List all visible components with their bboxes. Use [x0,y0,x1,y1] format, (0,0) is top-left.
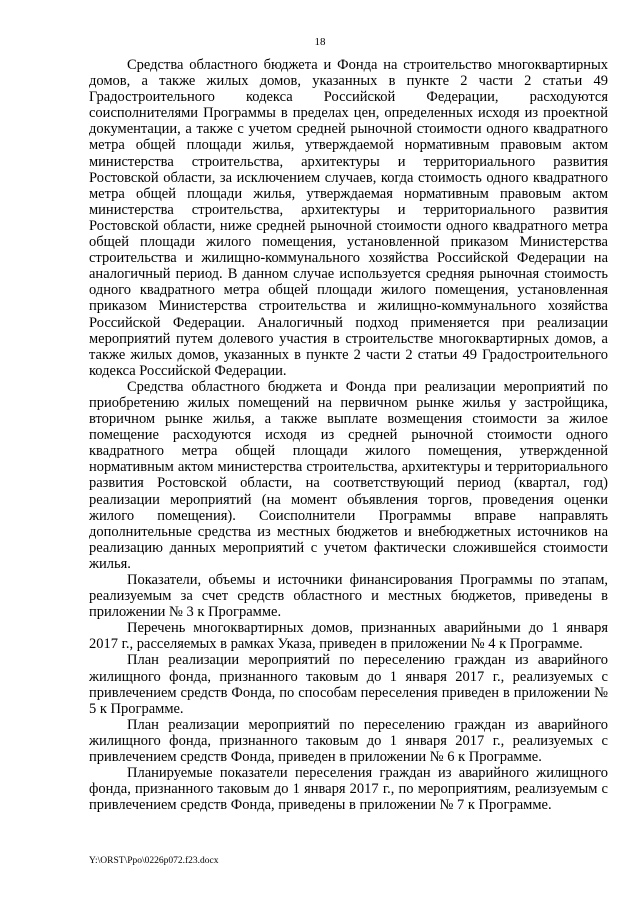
paragraph-planned-indicators: Планируемые показатели переселения граждан из аварийного жилищного фонда, признанного таковым до 1 января 2017 г., по мероприятиям, реализуемым с привлечением средств Фонда, приведены в приложении № 7 к Программе. [89,765,608,814]
paragraph-resettlement-plan-fund: План реализации мероприятий по переселению граждан из аварийного жилищного фонда, признанного таковым до 1 января 2017 г., реализуемых с привлечением средств Фонда, приведен в приложении № 6 к Программе. [89,716,608,766]
paragraph-resettlement-plan-methods: План реализации мероприятий по переселению граждан из аварийного жилищного фонда, признанного таковым до 1 января 2017 г., реализуемых с привлечением средств Фонда, по способам переселения приведен в приложении № 5 к Программе. [89,652,608,717]
document-body [89,57,608,813]
paragraph-emergency-houses-list: Перечень многоквартирных домов, признанных аварийными до 1 января 2017 г., расселяемых в рамках Указа, приведен в приложении № 4 к Программе. [89,620,608,653]
page-number: 18 [314,36,326,48]
paragraph-financing-indicators: Показатели, объемы и источники финансирования Программы по этапам, реализуемым за счет средств областного и местных бюджетов, приведены в приложении № 3 к Программе. [89,572,608,621]
paragraph-housing-acquisition-funds: Средства областного бюджета и Фонда при реализации мероприятий по приобретению жилых помещений на первичном рынке жилья у застройщика, вторичном рынке жилья, а также выплате возмещения стоимости за жилое помещение расходуются исходя из средней рыночной стоимости одного квадратного метра общей площади жилого помещения, утвержденной нормативным актом министерства строительства, архитектуры и территориального развития Ростовской области, на соответствующий период (квартал, год) реализации мероприятий (на момент объявления торгов, проведения оценки жилого помещения). Соисполнители Программы вправе направлять дополнительные средства из местных бюджетов и внебюджетных источников на реализацию данных мероприятий с учетом фактически сложившейся стоимости жилья. [89,378,608,572]
paragraph-construction-funds: Средства областного бюджета и Фонда на строительство многоквартирных домов, а также жилых домов, указанных в пункте 2 части 2 статьи 49 Градостроительного кодекса Российской Федерации, расходуются соисполнителями Программы в пределах цен, определенных исходя из проектной документации, а также с учетом средней рыночной стоимости одного квадратного метра общей площади жилья, утверждаемой нормативным правовым актом министерства строительства, архитектуры и территориального развития Ростовской области, за исключением случаев, когда стоимость одного квадратного метра общей площади жилья, утверждаемая нормативным правовым актом министерства строительства, архитектуры и территориального развития Ростовской области, ниже средней рыночной стоимости одного квадратного метра общей площади жилого помещения, установленной приказом Министерства строительства и жилищно-коммунального хозяйства Российской Федерации на аналогичный период. В данном случае используется средняя рыночная стоимость одного квадратного метра общей площади жилого помещения, установленная приказом Министерства строительства и жилищно-коммунального хозяйства Российской Федерации. Аналогичный подход применяется при реализации мероприятий путем долевого участия в строительстве многоквартирных домов, а также жилых домов, указанных в пункте 2 части 2 статьи 49 Градостроительного кодекса Российской Федерации. [89,57,608,379]
footer-file-path: Y:\ORST\Ppo\0226p072.f23.docx [89,856,219,866]
